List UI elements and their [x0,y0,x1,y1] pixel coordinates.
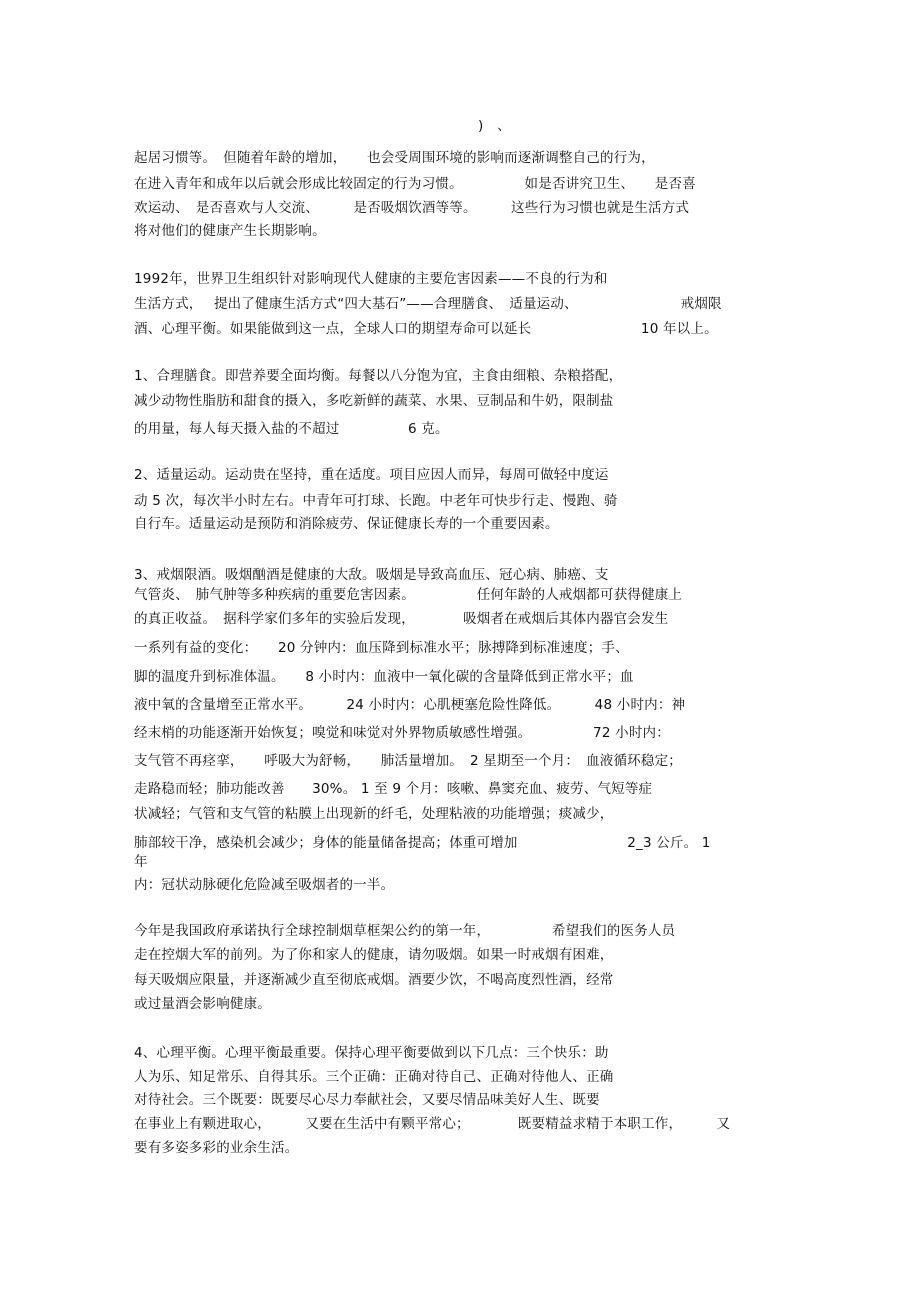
text-line: 减少动物性脂肪和甜食的摄入，多吃新鲜的蔬菜、水果、豆制品和牛奶，限制盐 [134,393,614,409]
text-line: 在事业上有颗进取心， 又要在生活中有颗平常心； 既要精益求精于本职工作， 又 [134,1116,731,1132]
text-line: 将对他们的健康产生长期影响。 [134,223,326,239]
text-line: 状减轻；气管和支气管的粘膜上出现新的纤毛，处理粘液的功能增强；痰减少， [134,806,614,822]
text-line: 今年是我国政府承诺执行全球控制烟草框架公约的第一年， 希望我们的医务人员 [134,923,676,939]
text-line: 动 5 次，每次半小时左右。中青年可打球、长跑。中老年可快步行走、慢跑、骑 [134,493,618,509]
text-line: 一系列有益的变化： 20 分钟内：血压降到标准水平；脉搏降到标准速度；手、 [134,640,629,656]
text-line: 欢运动、 是否喜欢与人交流、 是否吸烟饮酒等等。 这些行为习惯也就是生活方式 [134,200,690,216]
text-line: 的真正收益。 据科学家们多年的实验后发现， 吸烟者在戒烟后其体内器官会发生 [134,611,669,627]
text-line: 年 [134,854,148,870]
text-line: 脚的温度升到标准体温。 8 小时内：血液中一氧化碳的含量降低到正常水平；血 [134,669,634,685]
text-line: 走路稳而轻；肺功能改善 30%。 1 至 9 个月：咳嗽、鼻窦充血、疲劳、气短等症 [134,781,653,797]
text-line: 人为乐、知足常乐、自得其乐。三个正确：正确对待自己、正确对待他人、正确 [134,1069,614,1085]
text-line: 3、戒烟限酒。吸烟酗酒是健康的大敌。吸烟是导致高血压、冠心病、肺癌、支 [134,567,609,583]
text-line: 肺部较干净，感染机会减少；身体的能量储备提高；体重可增加 2_3 公斤。 1 [134,835,711,851]
text-line: 要有多姿多彩的业余生活。 [134,1140,299,1156]
text-line: 自行车。适量运动是预防和消除疲劳、保证健康长寿的一个重要因素。 [134,516,559,532]
text-line: 在进入青年和成年以后就会形成比较固定的行为习惯。 如是否讲究卫生、 是否喜 [134,176,696,192]
text-line: 1、合理膳食。即营养要全面均衡。每餐以八分饱为宜，主食由细粮、杂粮搭配， [134,368,623,384]
text-line: 对待社会。三个既要：既要尽心尽力奉献社会，又要尽情品味美好人生、既要 [134,1092,600,1108]
text-line: 走在控烟大军的前列。为了你和家人的健康，请勿吸烟。如果一时戒烟有困难， [134,947,614,963]
text-line: 4、心理平衡。心理平衡最重要。保持心理平衡要做到以下几点：三个快乐：助 [134,1045,609,1061]
text-line: 的用量，每人每天摄入盐的不超过 6 克。 [134,421,449,437]
text-line: 气管炎、 肺气肿等多种疾病的重要危害因素。 任何年龄的人戒烟都可获得健康上 [134,587,683,603]
text-line: 支气管不再痉挛， 呼吸大为舒畅， 肺活量增加。 2 星期至一个月： 血液循环稳定； [134,753,682,769]
text-line: 每天吸烟应限量，并逐渐减少直至彻底戒烟。酒要少饮，不喝高度烈性酒，经常 [134,972,614,988]
text-line: 酒、心理平衡。如果能做到这一点，全球人口的期望寿命可以延长 10 年以上。 [134,321,718,337]
text-line: 经末梢的功能逐渐开始恢复；嗅觉和味觉对外界物质敏感性增强。 72 小时内： [134,725,670,741]
text-line: 2、适量运动。运动贵在坚持，重在适度。项目应因人而异，每周可做轻中度运 [134,467,609,483]
text-line: 生活方式， 提出了健康生活方式“四大基石”——合理膳食、 适量运动、 戒烟限 [134,296,722,312]
text-line: 液中氧的含量增至正常水平。 24 小时内：心肌梗塞危险性降低。 48 小时内：神 [134,697,686,713]
top-marks: ) 、 [478,118,511,134]
text-line: 起居习惯等。 但随着年龄的增加， 也会受周围环境的影响而逐渐调整自己的行为， [134,150,655,166]
text-line: 内：冠状动脉硬化危险减至吸烟者的一半。 [134,877,395,893]
text-line: 或过量酒会影响健康。 [134,996,271,1012]
text-line: 1992年，世界卫生组织针对影响现代人健康的主要危害因素——不良的行为和 [134,271,608,287]
